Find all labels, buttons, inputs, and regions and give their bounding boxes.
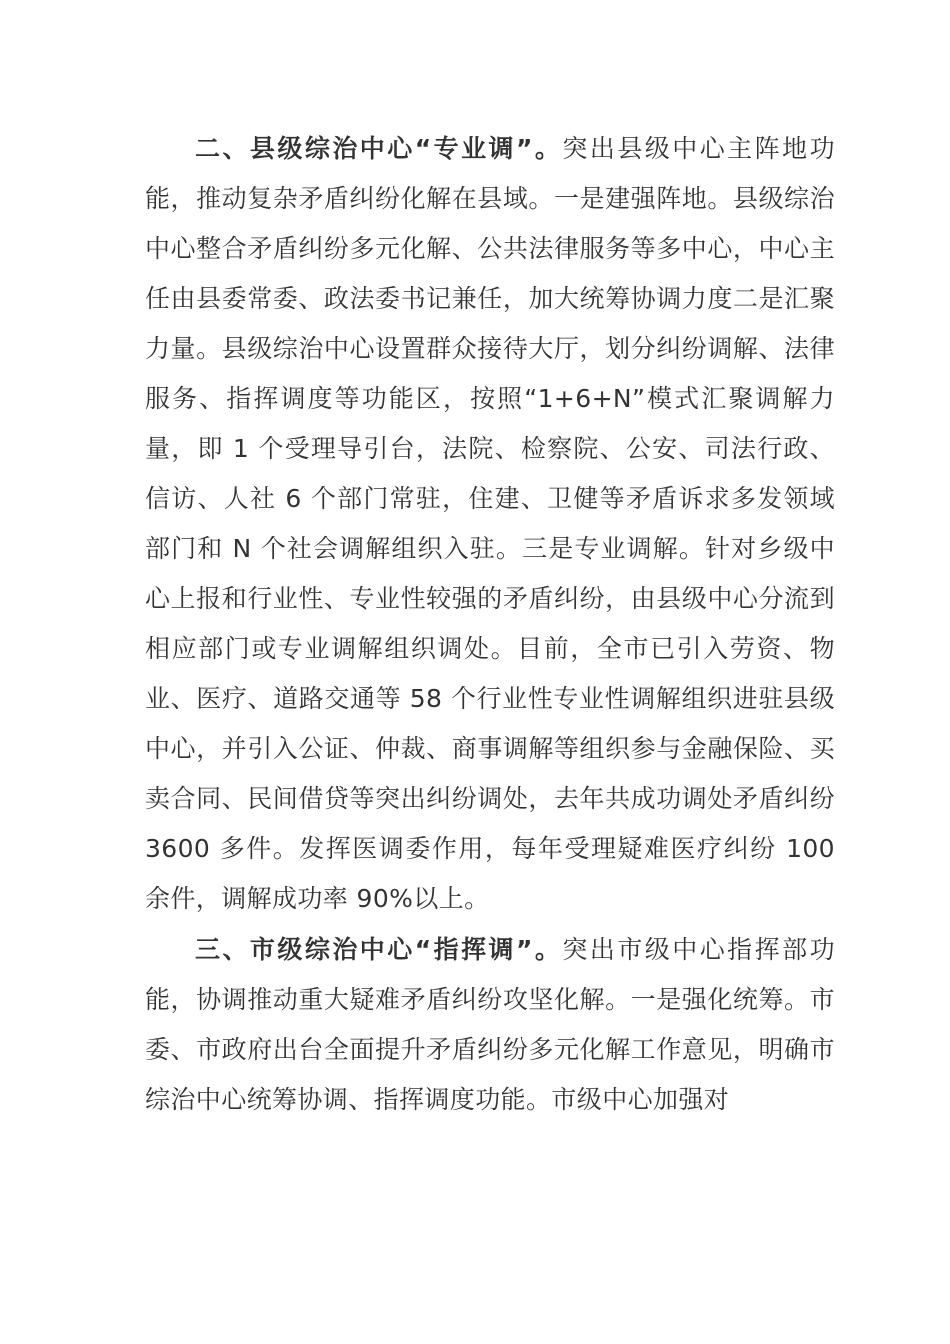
section-three-body: 突出市级中心指挥部功能，协调推动重大疑难矛盾纠纷攻坚化解。一是强化统筹。市委、市政府出台全面提升矛盾纠纷多元化解工作意见，明确市综治中心统筹协调、指挥调度功能。市级中心加强对 bbox=[145, 935, 835, 1114]
section-two-paragraph bbox=[145, 124, 835, 924]
section-three-heading: 三、市级综治中心“指挥调”。 bbox=[195, 935, 563, 964]
document-body bbox=[145, 124, 835, 1125]
section-three-paragraph bbox=[145, 925, 835, 1125]
section-two-heading: 二、县级综治中心“专业调”。 bbox=[195, 134, 563, 163]
section-two-body: 突出县级中心主阵地功能，推动复杂矛盾纠纷化解在县域。一是建强阵地。县级综治中心整合矛盾纠纷多元化解、公共法律服务等多中心，中心主任由县委常委、政法委书记兼任，加大统筹协调力度二是汇聚力量。县级综治中心设置群众接待大厅，划分纠纷调解、法律服务、指挥调度等功能区，按照“1+6+N”模式汇聚调解力量，即 1 个受理导引台，法院、检察院、公安、司法行政、信访、人社 6 个部门常驻，住建、卫健等矛盾诉求多发领域部门和 N 个社会调解组织入驻。三是专业调解。针对乡级中心上报和行业性、专业性较强的矛盾纠纷，由县级中心分流到相应部门或专业调解组织调处。目前，全市已引入劳资、物业、医疗、道路交通等 58 个行业性专业性调解组织进驻县级中心，并引入公证、仲裁、商事调解等组织参与金融保险、买卖合同、民间借贷等突出纠纷调处，去年共成功调处矛盾纠纷 3600 多件。发挥医调委作用，每年受理疑难医疗纠纷 100 余件，调解成功率 90%以上。 bbox=[145, 134, 835, 913]
